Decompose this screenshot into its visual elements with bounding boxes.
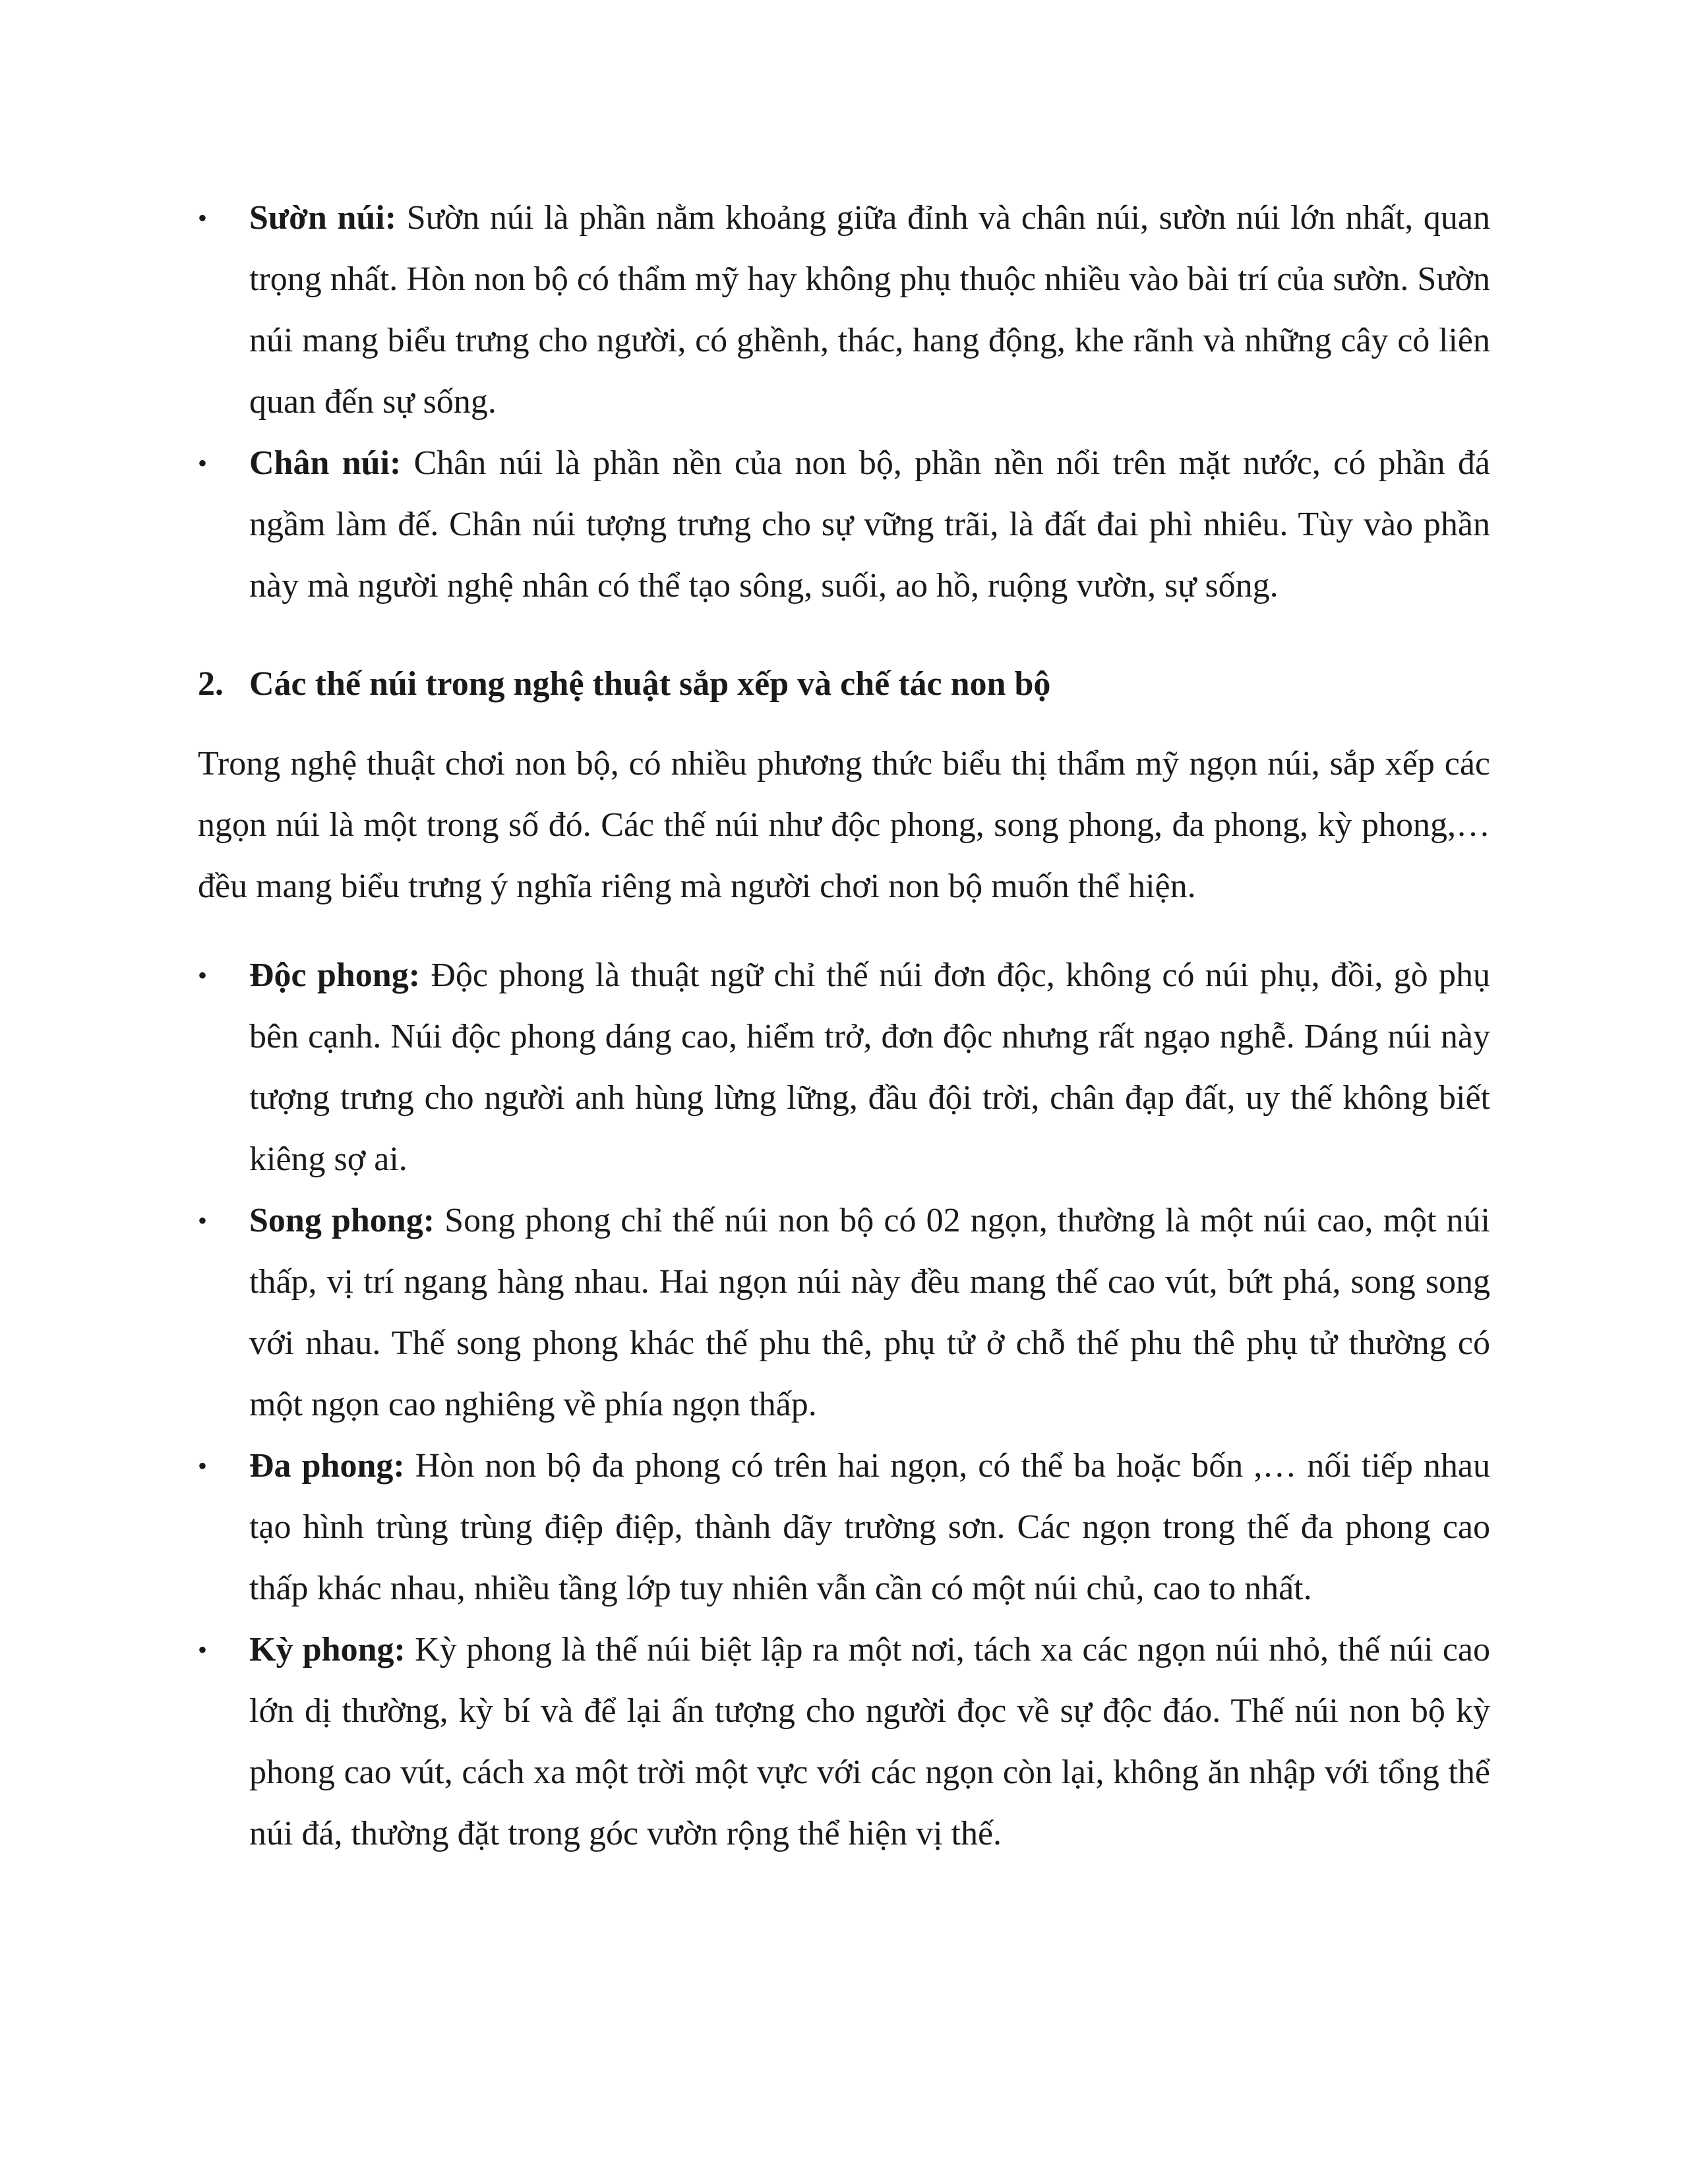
bullet-list-bottom	[198, 945, 1490, 1864]
list-item	[198, 1190, 1490, 1435]
section-title: Các thế núi trong nghệ thuật sắp xếp và chế tác non bộ	[249, 665, 1051, 703]
bullet-list-top	[198, 187, 1490, 616]
term-description: Hòn non bộ đa phong có trên hai ngọn, có thể ba hoặc bốn ,… nối tiếp nhau tạo hình trùng trùng điệp điệp, thành dãy trường sơn. Các ngọn trong thế đa phong cao thấp khác nhau, nhiều tầng lớp tuy nhiên vẫn cần có một núi chủ, cao to nhất.	[249, 1447, 1491, 1607]
list-item	[198, 187, 1490, 432]
document-page	[198, 187, 1490, 1864]
term-description: Độc phong là thuật ngữ chỉ thế núi đơn độc, không có núi phụ, đồi, gò phụ bên cạnh. Núi độc phong dáng cao, hiểm trở, đơn độc nhưng rất ngạo nghễ. Dáng núi này tượng trưng cho người anh hùng lừng lững, đầu đội trời, chân đạp đất, uy thế không biết kiêng sợ ai.	[249, 957, 1490, 1178]
bullet-icon: •	[198, 448, 208, 478]
bullet-icon: •	[198, 1206, 208, 1235]
term-label: Kỳ phong:	[249, 1631, 406, 1668]
term-label: Song phong:	[249, 1202, 435, 1239]
term-description: Kỳ phong là thế núi biệt lập ra một nơi, tách xa các ngọn núi nhỏ, thế núi cao lớn dị thường, kỳ bí và để lại ấn tượng cho người đọc về sự độc đáo. Thế núi non bộ kỳ phong cao vút, cách xa một trời một vực với các ngọn còn lại, không ăn nhập với tổng thể núi đá, thường đặt trong góc vườn rộng thể hiện vị thế.	[249, 1631, 1490, 1852]
intro-paragraph: Trong nghệ thuật chơi non bộ, có nhiều phương thức biểu thị thẩm mỹ ngọn núi, sắp xếp các ngọn núi là một trong số đó. Các thế núi như độc phong, song phong, đa phong, kỳ phong,… đều mang biểu trưng ý nghĩa riêng mà người chơi non bộ muốn thể hiện.	[198, 745, 1490, 905]
term-label: Độc phong:	[249, 957, 421, 994]
bullet-icon: •	[198, 1635, 208, 1665]
list-item	[198, 945, 1490, 1190]
bullet-icon: •	[198, 1451, 208, 1481]
list-item	[198, 1435, 1490, 1619]
term-description: Sườn núi là phần nằm khoảng giữa đỉnh và chân núi, sườn núi lớn nhất, quan trọng nhất. Hòn non bộ có thẩm mỹ hay không phụ thuộc nhiều vào bài trí của sườn. Sườn núi mang biểu trưng cho người, có ghềnh, thác, hang động, khe rãnh và những cây cỏ liên quan đến sự sống.	[249, 199, 1490, 421]
term-description: Song phong chỉ thế núi non bộ có 02 ngọn, thường là một núi cao, một núi thấp, vị trí ngang hàng nhau. Hai ngọn núi này đều mang thế cao vút, bứt phá, song song với nhau. Thế song phong khác thế phu thê, phụ tử ở chỗ thế phu thê phụ tử thường có một ngọn cao nghiêng về phía ngọn thấp.	[249, 1202, 1490, 1423]
bullet-icon: •	[198, 960, 208, 990]
bullet-icon: •	[198, 203, 208, 233]
term-label: Đa phong:	[249, 1447, 405, 1485]
list-item	[198, 432, 1490, 616]
list-item	[198, 1619, 1490, 1864]
term-label: Sườn núi:	[249, 199, 397, 237]
term-description: Chân núi là phần nền của non bộ, phần nền nổi trên mặt nước, có phần đá ngầm làm đế. Chân núi tượng trưng cho sự vững trãi, là đất đai phì nhiêu. Tùy vào phần này mà người nghệ nhân có thể tạo sông, suối, ao hồ, ruộng vườn, sự sống.	[249, 444, 1491, 605]
term-label: Chân núi:	[249, 444, 402, 482]
section-number: 2.	[198, 665, 224, 703]
section-heading	[198, 653, 1490, 715]
